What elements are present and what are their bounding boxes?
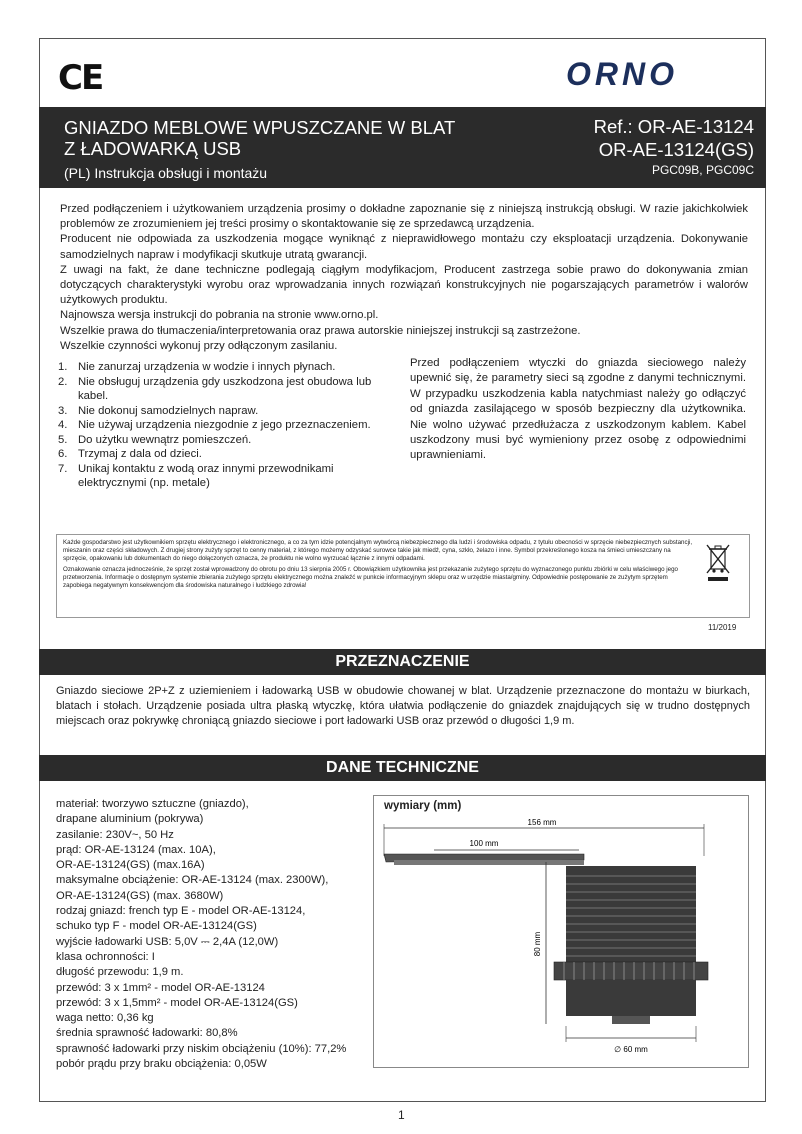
page-number: 1	[398, 1108, 405, 1122]
spec-line: rodzaj gniazd: french typ E - model OR-AE-13124,	[56, 905, 306, 918]
list-text: Nie używaj urządzenia niezgodnie z jego przeznaczeniem.	[78, 419, 371, 431]
list-text: Do użytku wewnątrz pomieszczeń.	[78, 433, 252, 446]
spec-line: przewód: 3 x 1mm² - model OR-AE-13124	[56, 981, 265, 994]
list-number: 5.	[58, 433, 68, 446]
dimensions-title: wymiary (mm)	[384, 800, 462, 812]
title-bar	[39, 107, 766, 188]
crossed-bin-icon	[705, 543, 731, 583]
list-text: Nie zanurzaj urządzenia w wodzie i innych płynach.	[78, 361, 336, 373]
spec-line: prąd: OR-AE-13124 (max. 10A),	[56, 843, 216, 856]
title-line-2: Z ŁADOWARKĄ USB	[64, 138, 242, 159]
list-item	[56, 447, 396, 462]
manual-subtitle: (PL) Instrukcja obsługi i montażu	[64, 165, 268, 181]
purpose-text: Gniazdo sieciowe 2P+Z z uziemieniem i ładowarką USB w obudowie chowanej w blat. Urządzenie przeznaczone do montażu w biurkach, blatach i stołach. Urządzenie posiada ultra płaską wtyczkę, która ułatwia podłączenie do gniazdek znajdujących się w trudno dostępnych miejscach oraz pokrywkę chroniącą gniazdo sieciowe i port ładowarki USB oraz przewód o długości 1,9 m.	[56, 685, 750, 727]
list-number: 4.	[58, 419, 68, 431]
list-number: 6.	[58, 448, 68, 460]
spec-line: materiał: tworzywo sztuczne (gniazdo),	[56, 798, 249, 810]
dim-80-label: 80 mm	[533, 931, 542, 957]
socket-drawing	[374, 816, 748, 1066]
product-title	[64, 117, 534, 159]
intro-paragraph: Producent nie odpowiada za uszkodzenia mogące wyniknąć z nieprawidłowego montażu czy eksploatacji urządzenia. Dokonywanie samodzielnych napraw i modyfikacji skutkuje utratą gwarancji.	[60, 233, 748, 261]
safety-list	[56, 360, 396, 491]
spec-line: drapane aluminium (pokrywa)	[56, 813, 204, 826]
list-number: 7.	[58, 462, 68, 475]
list-number: 2.	[58, 375, 68, 388]
weee-notice	[56, 534, 750, 618]
list-text: Nie dokonuj samodzielnych napraw.	[78, 404, 259, 417]
list-text: Trzymaj z dala od dzieci.	[78, 448, 202, 460]
ref-code: Ref.: OR-AE-13124	[593, 116, 754, 137]
list-number: 3.	[58, 404, 68, 417]
list-item	[56, 404, 396, 419]
model-codes: PGC09B, PGC09C	[651, 163, 754, 177]
list-item	[56, 375, 396, 404]
list-number: 1.	[58, 361, 68, 373]
section-heading-tech: DANE TECHNICZNE	[39, 755, 766, 781]
spec-line: zasilanie: 230V~, 50 Hz	[56, 828, 174, 841]
weee-text	[63, 539, 693, 592]
spec-line: pobór prądu przy braku obciążenia: 0,05W	[56, 1058, 267, 1071]
dim-100-label: 100 mm	[469, 839, 499, 848]
intro-paragraph: Wszelkie czynności wykonuj przy odłączonym zasilaniu.	[60, 339, 338, 352]
dim-156-label: 156 mm	[527, 818, 557, 827]
spec-line: sprawność ładowarki przy niskim obciążeniu (10%): 77,2%	[56, 1042, 347, 1055]
revision-date: 11/2019	[708, 623, 737, 632]
ce-mark: CE	[58, 58, 103, 98]
spec-line: wyjście ładowarki USB: 5,0V ⎓ 2,4A (12,0W)	[56, 935, 279, 948]
title-line-1: GNIAZDO MEBLOWE WPUSZCZANE W BLAT	[64, 117, 456, 138]
spec-line: waga netto: 0,36 kg	[56, 1012, 154, 1025]
list-item	[56, 433, 396, 448]
intro-paragraph: Najnowsza wersja instrukcji do pobrania na stronie www.orno.pl.	[60, 309, 379, 322]
spec-line: OR-AE-13124(GS) (max. 3680W)	[56, 889, 224, 902]
spec-line: długość przewodu: 1,9 m.	[56, 966, 184, 979]
list-text: Nie obsługuj urządzenia gdy uszkodzona jest obudowa lub kabel.	[78, 375, 372, 402]
dim-60-label: ∅ 60 mm	[614, 1045, 648, 1054]
orno-logo: ORNO	[566, 56, 678, 92]
section-heading-purpose: PRZEZNACZENIE	[39, 649, 766, 675]
intro-paragraph: Wszelkie prawa do tłumaczenia/interpretowania oraz prawa autorskie niniejszej instrukcji są zastrzeżone.	[60, 324, 581, 337]
list-item	[56, 418, 396, 433]
spec-line: maksymalne obciążenie: OR-AE-13124 (max. 2300W),	[56, 874, 329, 887]
list-text: Unikaj kontaktu z wodą oraz innymi przewodnikami elektrycznymi (np. metale)	[78, 462, 334, 489]
list-item	[56, 360, 396, 375]
list-item	[56, 462, 396, 491]
intro-paragraph: Z uwagi na fakt, że dane techniczne podlegają ciągłym modyfikacjom, Producent zastrzega sobie prawo do dokonywania zmian dotyczących charakterystyki wyrobu oraz wprowadzania innych rozwiązań konstrukcyjnych nie pogarszających parametrów i walorów użytkowych produktu.	[60, 263, 748, 307]
cable-warning: Przed podłączeniem wtyczki do gniazda sieciowego należy upewnić się, że parametry sieci są zgodne z danymi technicznymi. W przypadku uszkodzenia kabla natychmiast należy go odłączyć od gniazda zasilającego w sposób bezpieczny dla użytkownika. Nie wolno używać przedłużacza z uszkodzonym kablem. Kabel uszkodzony musi być wymieniony przez osobę z odpowiednimi uprawnieniami.	[410, 357, 746, 462]
spec-line: przewód: 3 x 1,5mm² - model OR-AE-13124(GS)	[56, 996, 298, 1009]
ref-code-gs: OR-AE-13124(GS)	[598, 139, 754, 160]
dimension-drawing	[373, 795, 749, 1068]
weee-paragraph: Oznakowanie oznacza jednocześnie, że sprzęt został wprowadzony do obrotu po dniu 13 sierpnia 2005 r. Obowiązkiem użytkownika jest przekazanie zużytego sprzętu do wyznaczonego punktu zbiórki w celu właściwego jego przetworzenia. Informacje o dostępnym systemie zbierania zużytego sprzętu elektrycznego można znaleźć w punkcie informacyjnym sklepu oraz w urzędzie miasta/gminy. Odpowiednie postępowanie ze zużytym sprzętem zapobiega negatywnym konsekwencjom dla środowiska naturalnego i ludzkiego zdrowia!	[63, 565, 678, 589]
tech-specs	[56, 797, 376, 1072]
spec-line: średnia sprawność ładowarki: 80,8%	[56, 1027, 238, 1040]
intro-paragraph: Przed podłączeniem i użytkowaniem urządzenia prosimy o dokładne zapoznanie się z niniejszą instrukcją obsługi. W razie jakichkolwiek problemów ze zrozumieniem jej treści prosimy o skontaktowanie się ze sprzedawcą urządzenia.	[60, 203, 748, 231]
spec-line: OR-AE-13124(GS) (max.16A)	[56, 859, 205, 872]
spec-line: klasa ochronności: I	[56, 950, 155, 963]
intro-text	[60, 202, 748, 354]
spec-line: schuko typ F - model OR-AE-13124(GS)	[56, 920, 257, 933]
weee-paragraph: Każde gospodarstwo jest użytkownikiem sprzętu elektrycznego i elektronicznego, a co za tym idzie potencjalnym wytwórcą niebezpiecznego dla ludzi i środowiska odpadu, z tytułu obecności w sprzęcie niebezpiecznych substancji, mieszanin oraz części składowych. Z drugiej strony zużyty sprzęt to cenny materiał, z którego możemy odzyskać surowce takie jak miedź, cyna, szkło, żelazo i inne. Symbol przekreślonego kosza na śmieci umieszczany na sprzęcie, opakowaniu lub dokumentach do niego dołączonych oznacza, że produktu nie wolno wyrzucać łącznie z innymi odpadami.	[63, 539, 693, 562]
